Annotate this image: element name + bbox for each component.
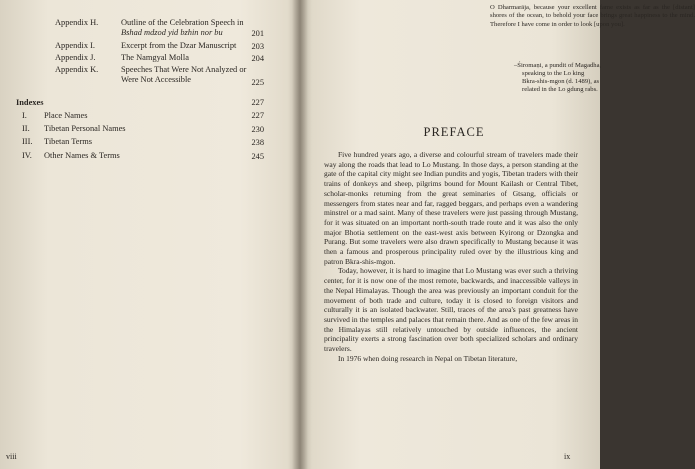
preface-paragraph: Five hundred years ago, a diverse and colourful stream of travelers made their way along the roads that lead to Lo Mustang. In those days, a person standing at the gate of the capital city might see Indian pundits and yogis, Tibetan traders with their trains of donkeys and sheep, pilgrims bound for Mount Kailash or Central Tibet, scholar-monks returning from the great seminaries of Gtsang, officials or messengers from states near and far, ragged beggars, and perhaps even a wandering minstrel or a mad saint. Many of these travelers were just passing through Mustang, for it was situated on an important north-south trade route and it was also the only major Bhotia settlement on the east-west axis between Kyirong or Dzongka and Purang. But some travelers were also drawn specifically to Mustang because it was then a famous and prosperous principality ruled over by the illustrious king and patron Bkra-shis-mgon. xyxy=(324,150,578,266)
toc-label: Appendix K. xyxy=(55,65,99,74)
toc-entry-appendix-k xyxy=(55,65,246,75)
toc-index-title: Tibetan Terms xyxy=(44,137,93,146)
toc-title-cont: Bshad mdzod yid bzhin nor bu xyxy=(121,28,223,37)
toc-index-title: Place Names xyxy=(44,111,88,120)
toc-label: Appendix H. xyxy=(55,18,99,27)
preface-body xyxy=(324,150,578,363)
toc-entry-appendix-j xyxy=(55,53,189,63)
epigraph-attribution xyxy=(514,62,694,94)
attribution-line: related in the Lo gdung rabs. xyxy=(522,86,598,94)
toc-index-item xyxy=(22,124,126,134)
toc-index-title: Other Names & Terms xyxy=(44,151,120,160)
preface-title: PREFACE xyxy=(423,125,485,139)
toc-page: 238 xyxy=(251,138,264,147)
toc-page: 227 xyxy=(251,98,264,107)
epigraph-quote: O Dharmarāja, because your excellent fame exists as far as the [distant] shores of the ocean, to behold your face brings great happiness to the mind. Therefore I have come in order to look [upon you]. xyxy=(490,4,695,28)
toc-page: 225 xyxy=(251,78,264,87)
toc-index-num: II. xyxy=(22,124,30,133)
toc-page: 204 xyxy=(251,54,264,63)
toc-index-item xyxy=(22,151,120,161)
book-gutter xyxy=(292,0,308,469)
toc-indexes-heading: Indexes xyxy=(16,98,44,107)
attribution-line: Bkra-shis-mgon (d. 1489), as xyxy=(522,78,600,86)
toc-label: Appendix J. xyxy=(55,53,96,62)
toc-label: Appendix I. xyxy=(55,41,96,50)
attribution-line: –Śiromaṇi, a pundit of Magadha, xyxy=(514,62,602,69)
toc-title-cont: Were Not Accessible xyxy=(121,75,192,84)
toc-index-num: IV. xyxy=(22,151,32,160)
toc-entry-appendix-h xyxy=(55,18,244,28)
toc-title: Outline of the Celebration Speech in xyxy=(121,18,244,27)
toc-title: Speeches That Were Not Analyzed or xyxy=(121,65,247,74)
toc-title: Excerpt from the Dzar Manuscript xyxy=(121,41,237,50)
toc-entry-appendix-i xyxy=(55,41,236,51)
page-number-right: ix xyxy=(564,452,571,461)
toc-page: 203 xyxy=(251,42,264,51)
toc-index-item xyxy=(22,137,92,147)
toc-index-num: III. xyxy=(22,137,33,146)
toc-index-num: I. xyxy=(22,111,27,120)
toc-page: 201 xyxy=(251,29,264,38)
page-number-left: viii xyxy=(6,452,17,461)
preface-paragraph: In 1976 when doing research in Nepal on Tibetan literature, xyxy=(338,353,518,363)
toc-index-title: Tibetan Personal Names xyxy=(44,124,126,133)
preface-paragraph: Today, however, it is hard to imagine that Lo Mustang was ever such a thriving center, for it is now one of the most remote, backwards, and inaccessible valleys in the Nepal Himalayas. Though the area was previously an important conduit for the movement of both trade and culture, today it is closed to foreign visitors and culturally it is an isolated backwater. Still, traces of the area's past greatness have survived in the temples and palaces that remain there. And as one of the few areas in the Himalayas still relatively untouched by outside influences, the ancient principality exerts a strong fascination over both specialized scholars and ordinary travelers. xyxy=(324,266,578,354)
toc-page: 230 xyxy=(251,125,264,134)
toc-title: The Namgyal Molla xyxy=(121,53,189,62)
left-page xyxy=(0,0,292,469)
toc-page: 245 xyxy=(251,152,264,161)
attribution-line: speaking to the Lo king xyxy=(522,70,585,78)
toc-index-item xyxy=(22,111,88,121)
toc-page: 227 xyxy=(251,111,264,120)
